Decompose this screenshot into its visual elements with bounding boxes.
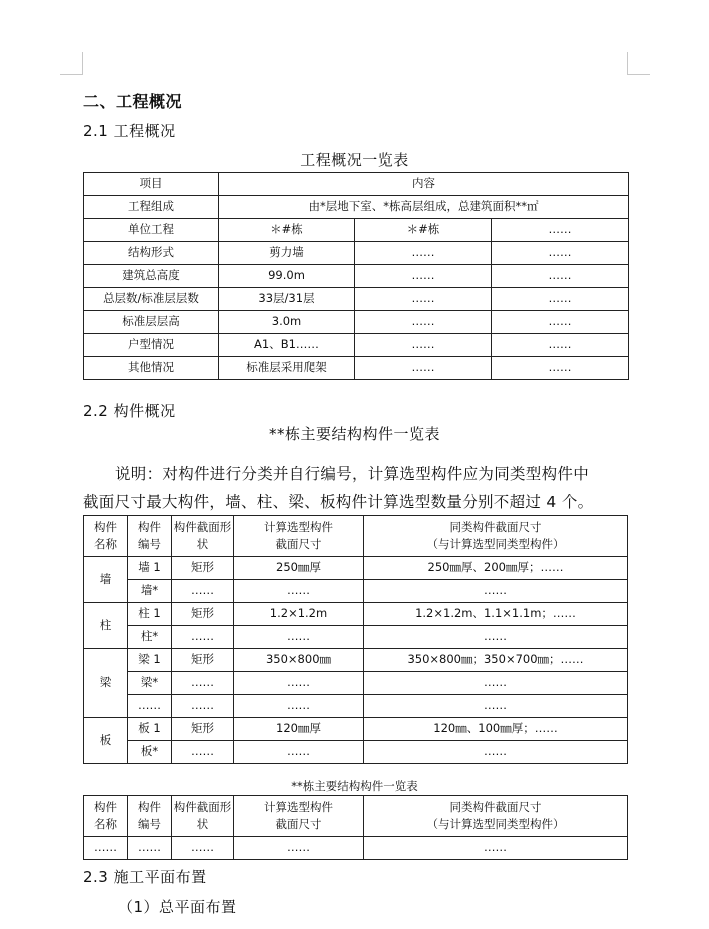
table-row [84,741,628,764]
header-similar-size: 同类构件截面尺寸 （与计算选型同类型构件） [364,796,628,837]
cell: …… [172,837,234,860]
cell: …… [492,334,629,357]
table3-caption: **栋主要结构构件一览表 [291,779,418,793]
cell: …… [492,265,629,288]
group-name: 板 [84,718,128,764]
row-label: 结构形式 [84,242,219,265]
table-row [84,672,628,695]
table-header-row [84,796,628,837]
header-section-shape: 构件截面形 状 [172,516,234,557]
table-row [84,695,628,718]
header-section-shape: 构件截面形 状 [172,796,234,837]
cell: 350×800㎜；350×700㎜；…… [364,649,628,672]
table-row [84,196,629,219]
table-row [84,649,628,672]
cell: …… [364,672,628,695]
cell: 柱 1 [128,603,172,626]
cell: 矩形 [172,649,234,672]
cell: …… [128,837,172,860]
header-calc-size: 计算选型构件 截面尺寸 [234,516,364,557]
cell: A1、B1…… [219,334,355,357]
cell: 1.2×1.2m [234,603,364,626]
cell: …… [234,626,364,649]
cell: 墙 1 [128,557,172,580]
cell: 柱* [128,626,172,649]
table-row [84,265,629,288]
cell: …… [172,741,234,764]
cell: …… [234,695,364,718]
cell: 板* [128,741,172,764]
cell: …… [234,741,364,764]
row-label: 单位工程 [84,219,219,242]
cell: 33层/31层 [219,288,355,311]
row-label: 标准层层高 [84,311,219,334]
cell: …… [492,242,629,265]
cell: 矩形 [172,557,234,580]
cell: …… [172,695,234,718]
table-header-row [84,173,629,196]
cell: …… [364,695,628,718]
section-2-3-subtitle: （1）总平面布置 [118,898,237,916]
cell: …… [355,311,492,334]
cell: 标准层采用爬架 [219,357,355,380]
cell: …… [172,626,234,649]
table-row [84,334,629,357]
row-value: 由*层地下室、*栋高层组成，总建筑面积**㎡ [219,196,629,219]
table-row [84,557,628,580]
group-name: 梁 [84,649,128,718]
crop-mark-top-left [60,52,83,75]
table2-caption: **栋主要结构构件一览表 [268,425,440,443]
cell: 梁* [128,672,172,695]
section-2-3-title: 2.3 施工平面布置 [83,868,207,886]
note-line-2: 截面尺寸最大构件，墙、柱、梁、板构件计算选型数量分别不超过 4 个。 [83,493,594,511]
cell: 3.0m [219,311,355,334]
cell: …… [355,288,492,311]
row-label: 总层数/标准层层数 [84,288,219,311]
table-row [84,580,628,603]
header-member-name: 构件 名称 [84,516,128,557]
table-row [84,626,628,649]
cell: …… [364,741,628,764]
table-row [84,288,629,311]
table-row [84,603,628,626]
cell: …… [234,672,364,695]
cell: 墙* [128,580,172,603]
cell: 板 1 [128,718,172,741]
header-similar-size: 同类构件截面尺寸 （与计算选型同类型构件） [364,516,628,557]
row-label: 其他情况 [84,357,219,380]
cell: 梁 1 [128,649,172,672]
cell: …… [234,837,364,860]
cell: …… [364,580,628,603]
cell: …… [172,672,234,695]
section-2-1-title: 2.1 工程概况 [83,122,176,140]
table1-caption: 工程概况一览表 [300,151,409,169]
cell: ＊#栋 [355,219,492,242]
cell: …… [492,311,629,334]
cell: 剪力墙 [219,242,355,265]
cell: …… [492,288,629,311]
group-name: 墙 [84,557,128,603]
cell: 120㎜、100㎜厚；…… [364,718,628,741]
table-row [84,718,628,741]
project-overview-table [83,172,629,380]
cell: …… [84,837,128,860]
table-row [84,311,629,334]
cell: …… [492,357,629,380]
structural-members-table [83,515,628,764]
note-line-1: 说明：对构件进行分类并自行编号，计算选型构件应为同类型构件中 [115,465,590,483]
header-content: 内容 [219,173,629,196]
table-row [84,219,629,242]
cell: …… [128,695,172,718]
cell: …… [355,242,492,265]
cell: 250㎜厚、200㎜厚；…… [364,557,628,580]
structural-members-table-2 [83,795,628,860]
cell: 120㎜厚 [234,718,364,741]
table-row [84,837,628,860]
cell: …… [355,265,492,288]
crop-mark-top-right [627,52,650,75]
header-item: 项目 [84,173,219,196]
cell: 350×800㎜ [234,649,364,672]
table-header-row [84,516,628,557]
table-row [84,242,629,265]
row-label: 户型情况 [84,334,219,357]
header-member-code: 构件 编号 [128,796,172,837]
cell: …… [355,334,492,357]
group-name: 柱 [84,603,128,649]
cell: …… [364,837,628,860]
cell: 99.0m [219,265,355,288]
section-2-title: 二、工程概况 [83,92,183,111]
cell: 矩形 [172,603,234,626]
cell: …… [364,626,628,649]
section-2-2-title: 2.2 构件概况 [83,402,176,420]
cell: ＊#栋 [219,219,355,242]
cell: 250㎜厚 [234,557,364,580]
cell: 1.2×1.2m、1.1×1.1m；…… [364,603,628,626]
table-row [84,357,629,380]
header-member-name: 构件 名称 [84,796,128,837]
cell: …… [492,219,629,242]
row-label: 工程组成 [84,196,219,219]
cell: …… [172,580,234,603]
header-member-code: 构件 编号 [128,516,172,557]
header-calc-size: 计算选型构件 截面尺寸 [234,796,364,837]
cell: 矩形 [172,718,234,741]
row-label: 建筑总高度 [84,265,219,288]
cell: …… [355,357,492,380]
cell: …… [234,580,364,603]
